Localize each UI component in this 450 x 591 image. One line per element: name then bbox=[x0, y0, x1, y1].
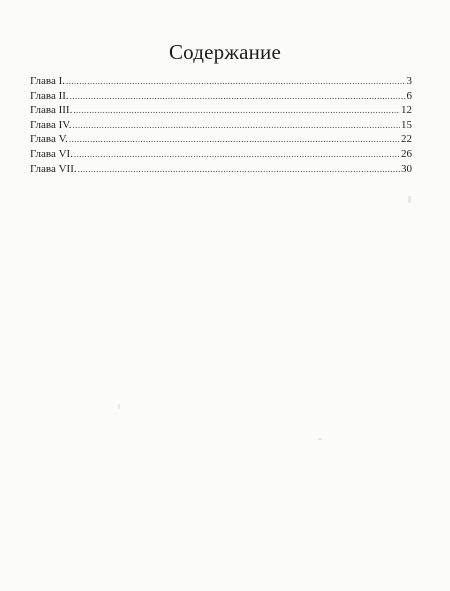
toc-entry-page: 22 bbox=[401, 133, 412, 146]
toc-entry bbox=[30, 147, 412, 162]
toc-entry-label: Глава IV. bbox=[30, 118, 72, 131]
toc-dot-leader bbox=[73, 103, 400, 117]
scan-speck bbox=[318, 438, 322, 440]
toc-entry-label: Глава III. bbox=[30, 104, 73, 117]
toc-dot-leader bbox=[74, 147, 400, 161]
toc-entry-page: 15 bbox=[401, 118, 412, 131]
toc-entry-label: Глава I. bbox=[30, 75, 65, 87]
toc-entry bbox=[30, 162, 412, 177]
toc-entry bbox=[30, 132, 412, 147]
toc-entry bbox=[30, 89, 412, 104]
page-title: Содержание bbox=[168, 40, 282, 64]
toc-entry bbox=[30, 74, 412, 89]
toc-entry bbox=[30, 103, 412, 118]
toc-dot-leader bbox=[66, 74, 406, 88]
toc-entry-label: Глава VI. bbox=[30, 147, 73, 160]
toc-dot-leader bbox=[70, 89, 406, 103]
toc-dot-leader bbox=[73, 118, 400, 132]
toc-dot-leader bbox=[69, 132, 400, 146]
scan-speck bbox=[408, 196, 411, 203]
toc-entry-page: 30 bbox=[401, 162, 412, 175]
toc-entry bbox=[30, 118, 412, 133]
toc-entry-page: 12 bbox=[401, 104, 412, 117]
toc-entry-page: 26 bbox=[401, 147, 412, 160]
scan-speck bbox=[118, 404, 120, 409]
table-of-contents bbox=[30, 74, 412, 176]
toc-entry-label: Глава VII. bbox=[30, 162, 77, 175]
toc-entry-page: 3 bbox=[406, 75, 412, 87]
toc-entry-label: Глава V. bbox=[30, 133, 68, 146]
toc-entry-label: Глава II. bbox=[30, 89, 69, 102]
toc-entry-page: 6 bbox=[406, 89, 412, 102]
toc-dot-leader bbox=[78, 162, 400, 176]
